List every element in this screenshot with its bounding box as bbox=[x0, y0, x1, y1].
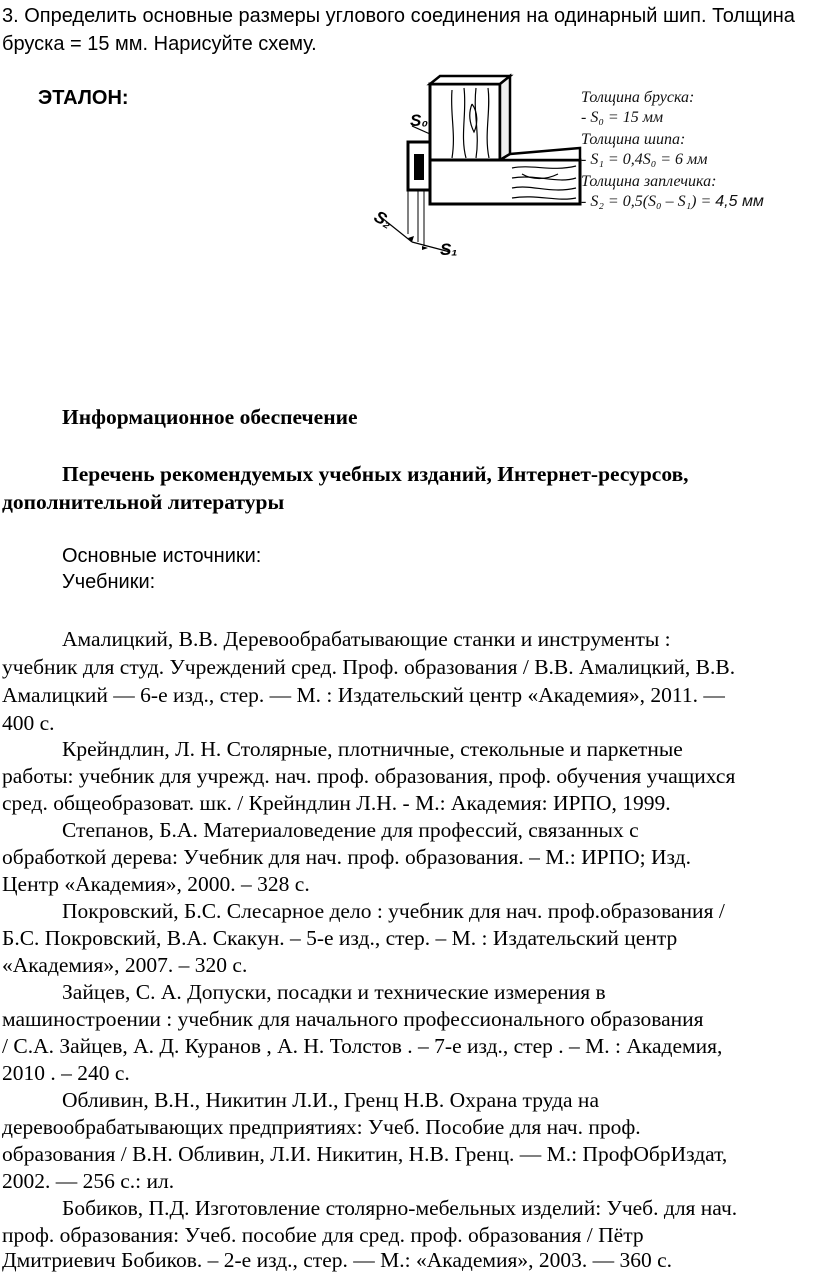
list-heading-line-1: Перечень рекомендуемых учебных изданий, Интернет-ресурсов, bbox=[62, 462, 689, 486]
note-tenon-thickness-label: Толщина шипа: bbox=[581, 131, 686, 148]
label-s2: S₂ bbox=[370, 206, 396, 233]
label-s1: S₁ bbox=[440, 240, 458, 259]
reference-7-line-2: проф. образования: Учеб. пособие для сред. проф. образования / Пётр bbox=[2, 1223, 644, 1247]
list-heading-line-2: дополнительной литературы bbox=[2, 490, 285, 514]
reference-4-line-2: Б.С. Покровский, В.А. Скакун. – 5-е изд., стер. – М. : Издательский центр bbox=[2, 926, 678, 950]
reference-1-line-2: учебник для студ. Учреждений сред. Проф. образования / В.В. Амалицкий, В.В. bbox=[2, 655, 736, 679]
note-tenon-thickness-value: - S₁ = 0,4S₀ = 6 мм bbox=[581, 151, 708, 168]
tenon-tongue bbox=[414, 154, 424, 180]
reference-6-line-2: деревообрабатывающих предприятиях: Учеб. Пособие для нач. проф. bbox=[2, 1115, 641, 1139]
reference-3-line-1: Степанов, Б.А. Материаловедение для профессий, связанных с bbox=[62, 818, 639, 842]
dim-arrow-2 bbox=[422, 246, 428, 250]
reference-5-line-2: машиностроении : учебник для начального профессионального образования bbox=[2, 1007, 704, 1031]
etalon-label: ЭТАЛОН: bbox=[38, 87, 129, 109]
task-line-2: бруска = 15 мм. Нарисуйте схему. bbox=[2, 33, 317, 55]
info-heading: Информационное обеспечение bbox=[62, 405, 358, 429]
reference-2-line-2: работы: учебник для учрежд. нач. проф. образования, проф. обучения учащихся bbox=[2, 764, 736, 788]
reference-5-line-1: Зайцев, С. А. Допуски, посадки и технические измерения в bbox=[62, 980, 606, 1004]
reference-6-line-1: Обливин, В.Н., Никитин Л.И., Гренц Н.В. Охрана труда на bbox=[62, 1088, 599, 1112]
sources-label: Основные источники: bbox=[62, 545, 262, 567]
horizontal-bar-top bbox=[500, 148, 580, 160]
note-shoulder-result: 4,5 мм bbox=[715, 193, 764, 210]
vertical-bar-side bbox=[500, 76, 510, 160]
textbooks-label: Учебники: bbox=[62, 571, 156, 593]
reference-3-line-3: Центр «Академия», 2000. – 328 с. bbox=[2, 872, 310, 896]
reference-4-line-3: «Академия», 2007. – 320 с. bbox=[2, 953, 248, 977]
reference-7-line-1: Бобиков, П.Д. Изготовление столярно-мебельных изделий: Учеб. для нач. bbox=[62, 1196, 738, 1220]
reference-2-line-1: Крейндлин, Л. Н. Столярные, плотничные, стекольные и паркетные bbox=[62, 737, 683, 761]
reference-7-line-3: Дмитриевич Бобиков. – 2-е изд., стер. — М.: «Академия», 2003. — 360 с. bbox=[2, 1248, 673, 1272]
reference-4-line-1: Покровский, Б.С. Слесарное дело : учебник для нач. проф.образования / bbox=[62, 899, 725, 923]
reference-6-line-4: 2002. — 256 с.: ил. bbox=[2, 1169, 175, 1193]
vertical-bar-top bbox=[430, 76, 510, 84]
reference-5-line-4: 2010 . – 240 с. bbox=[2, 1061, 130, 1085]
horizontal-bar bbox=[430, 160, 580, 204]
reference-5-line-3: / С.А. Зайцев, А. Д. Куранов , А. Н. Толстов . – 7-е изд., стер . – М. : Академия, bbox=[2, 1034, 723, 1058]
reference-3-line-2: обработкой дерева: Учебник для нач. проф. образования. – М.: ИРПО; Изд. bbox=[2, 845, 691, 869]
reference-1-line-1: Амалицкий, В.В. Деревообрабатывающие станки и инструменты : bbox=[62, 627, 671, 651]
label-s0: S₀ bbox=[410, 111, 429, 130]
note-shoulder-thickness-value bbox=[581, 192, 764, 212]
reference-2-line-3: сред. общеобразоват. шк. / Крейндлин Л.Н. - М.: Академия: ИРПО, 1999. bbox=[2, 791, 671, 815]
task-line-1: 3. Определить основные размеры углового соединения на одинарный шип. Толщина bbox=[2, 5, 795, 27]
note-shoulder-formula: - S₂ = 0,5(S₀ – S₁) = bbox=[581, 193, 712, 210]
note-bar-thickness-value: - S₀ = 15 мм bbox=[581, 109, 664, 126]
reference-6-line-3: образования / В.Н. Обливин, Л.И. Никитин, Н.В. Гренц. — М.: ПрофОбрИздат, bbox=[2, 1142, 728, 1166]
reference-1-line-4: 400 с. bbox=[2, 711, 55, 735]
note-bar-thickness-label: Толщина бруска: bbox=[581, 89, 695, 106]
note-shoulder-thickness-label: Толщина заплечика: bbox=[581, 173, 717, 190]
reference-1-line-3: Амалицкий — 6-е изд., стер. — М. : Издательский центр «Академия», 2011. — bbox=[2, 683, 725, 707]
